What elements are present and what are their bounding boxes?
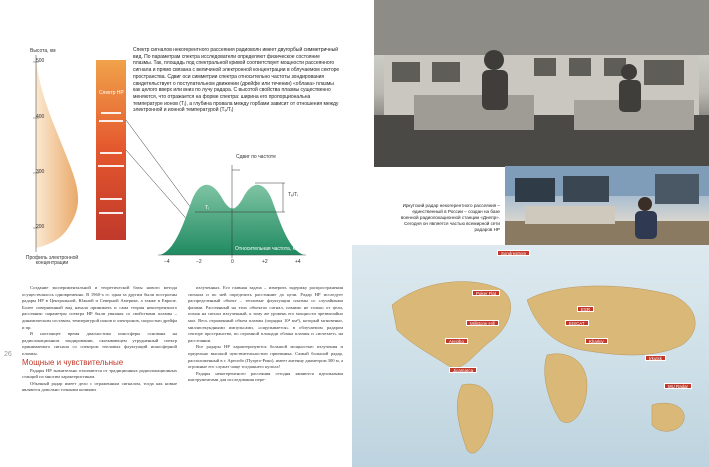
- freq-tick: 0: [231, 259, 234, 265]
- page-number-left: 26: [4, 351, 12, 358]
- altitude-tick: 400: [36, 114, 45, 120]
- radar-site-tag: Poker Flat: [472, 290, 500, 296]
- ionosphere-figure: [0, 0, 345, 280]
- radar-site-tag: EISCAT: [565, 320, 589, 326]
- photo-caption: Иркутский радар некогерентного рассеяния – единственный в России – создан на базе военной радиолокационной станции «Днепр». Сегодня он является частью всемирной сети радаров НР: [400, 203, 500, 232]
- freq-tick: +2: [262, 259, 268, 265]
- body-paragraph: излученных. Его главная задача – измерить задержку распространения сигнала и по ней определить расстояние до цели. Радар НР исследует распределенный объект – тепловые флуктуации плазмы со случайными фазами. Рассеянный на этих объектах сигнал, помимо не только от цели, похож на сигнал излученный, к тому же уровень его мощности чрезвычайно мал. Весь отраженный объем плазмы (порядка 10⁴ км³), который мгновенно, миллисекундными импульсами, «ощупывается» в облучаемом радаром секторе пространства, по огромной площади облака плазмы и «исчезает» на расстоянии.: [188, 285, 343, 343]
- altitude-tick: 300: [36, 169, 45, 175]
- world-radar-map: [352, 245, 709, 467]
- shift-label: Сдвиг по частоте: [236, 154, 276, 160]
- radar-site-tag: Sondrestrom: [497, 250, 530, 256]
- control-room-illustration: [374, 0, 709, 167]
- radar-operator-photo: [505, 166, 709, 252]
- altitude-tick: 500: [36, 58, 45, 64]
- altitude-axis-title: Высота, км: [30, 48, 56, 54]
- ratio-label: Tₑ/Tᵢ: [288, 192, 299, 198]
- density-profile: [36, 60, 78, 248]
- body-paragraph: В настоящее время диагностика ионосферы основана на радиолокационном зондировании, оказывающем утрудненный спектр принимаемого сигнала со спектром тепловых флуктуаций ионосферной плазмы.: [22, 331, 177, 356]
- body-column-right: [188, 285, 343, 384]
- section-subhead: Мощные и чувствительные: [22, 357, 124, 367]
- radar-site-tag: ESR: [577, 306, 594, 312]
- body-paragraph: Все радары НР характеризуются большой мощностью излучения и предельно высокой чувствительностью приемника. Самый большой радар, расположенный в г. Аресибо (Пуэрто-Рико), имеет антенну диаметром 300 м, а огромные его служат чаще тогдашнего купола!: [188, 344, 343, 370]
- freq-tick: +4: [295, 259, 301, 265]
- body-paragraph: Радары НР значительно отличаются от традиционных радиолокационных станций по многим характеристикам.: [22, 367, 177, 380]
- freq-axis-label: Относительная частота, кГц: [235, 246, 301, 252]
- figure-graphics: [0, 0, 345, 280]
- freq-tick: −2: [196, 259, 202, 265]
- spectrum-description: Спектр сигналов некогерентного рассеяния радиоволн имеет двугорбый симметричный вид. По параметрам спектра исследователи определяют физическое состояние плазмы. Так, площадь под спектральной кривой соответствует мощности рассеянного сигнала и прямо связана с величиной электронной концентрации в облучаемом секторе пространства. Сдвиг оси симметрии спектра относительно частоты зондирования свидетельствует о поступательном движении (дрейфе или течении) «облака» плазмы как целого вверх или вниз по лучу радара. С высотой свойства плазмы существенно меняются, что отражается на форме спектра: ширина его пропорциональна температуре ионов (Tᵢ), а глубина провала между горбами зависит от отношения между электронной и ионной температурой (Tₑ/Tᵢ): [133, 47, 340, 114]
- body-paragraph: Создание экспериментальной и теоретической базы нового метода осуществлялось одновременно. В 1960-х гг. одни за другим были построены радары НР в Центральной, Южной и Северной Америке, а также в Европе. Более совершенный вид начала принимать и сама теория некогерентного рассеяния: параметры спектра НР были увязаны со свойствами плазмы – динамическим составом, температурой ионов и электронов, скоростью дрейфа и пр.: [22, 285, 177, 330]
- radar-control-room-photo: [374, 0, 709, 167]
- radar-site-tag: Millstone Hill: [466, 320, 499, 326]
- altitude-tick: 200: [36, 224, 45, 230]
- radar-site-tag: Jicamarca: [449, 367, 477, 373]
- radar-site-tag: MU Radar: [664, 383, 692, 389]
- operator-illustration: [505, 166, 709, 252]
- radar-site-tag: Arecibo: [445, 338, 468, 344]
- temperature-label: Tᵢ: [205, 205, 209, 211]
- radar-site-tag: Kharkiv: [585, 338, 608, 344]
- freq-tick: −4: [164, 259, 170, 265]
- body-column-left: [22, 285, 177, 394]
- spectrum-label: Спектр НР: [99, 90, 124, 96]
- radar-site-tag: Irkutsk: [645, 355, 666, 361]
- body-paragraph: Обычный радар имеет дело с отраженным сигналом, тогда как новые являются довольно точными копиями: [22, 380, 177, 393]
- body-paragraph: Радары некогерентного рассеяния сегодня являются идеальными инструментами для исследования пере-: [188, 370, 343, 383]
- profile-label: Профиль электронной концентрации: [25, 255, 79, 266]
